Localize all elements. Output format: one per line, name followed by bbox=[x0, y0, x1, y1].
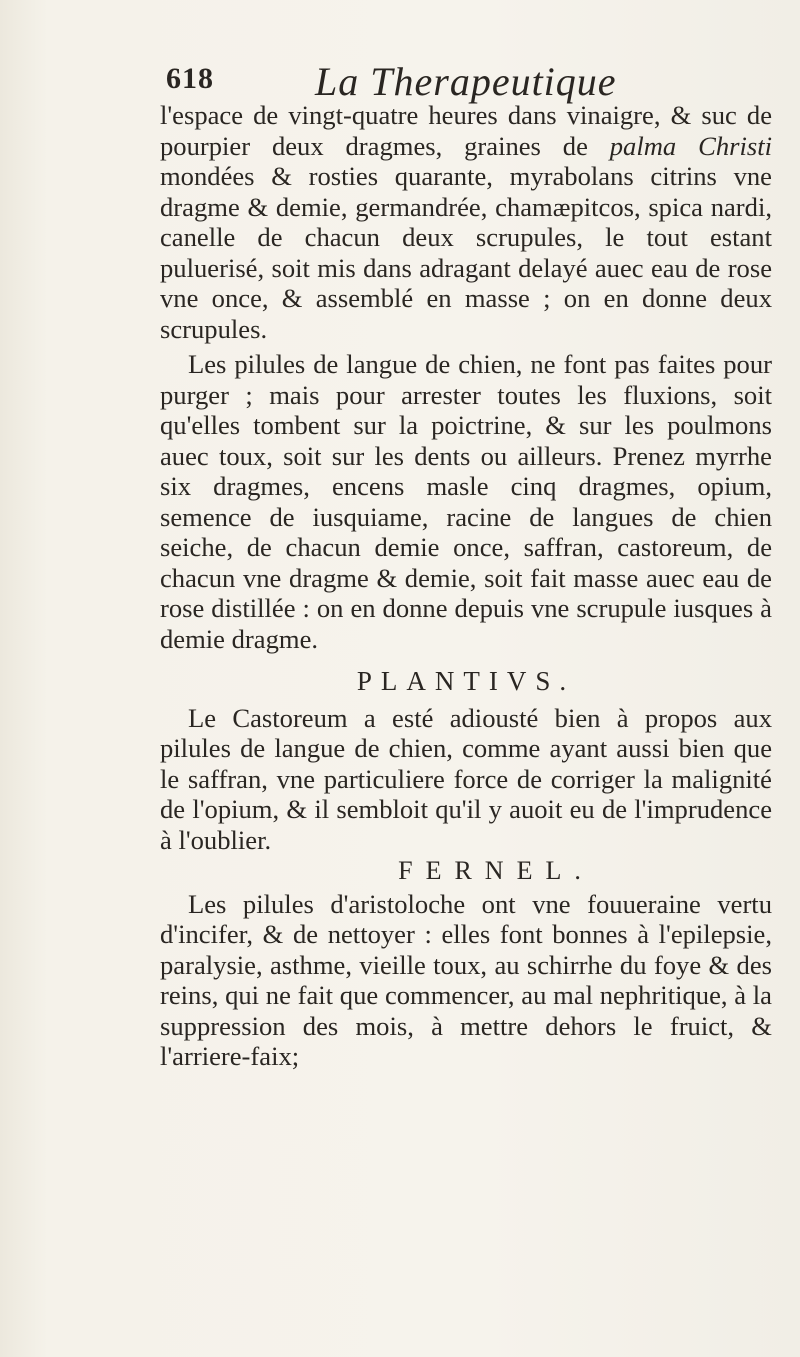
italic-term: palma Christi bbox=[609, 130, 772, 161]
author-signature: FERNEL. bbox=[398, 856, 594, 885]
paragraph-text: mondées & rosties quarante, myrabolans citrins vne dragme & demie, germandrée, chamæpitcos, spica nardi, canelle de chacun deux scrupules, le tout estant puluerisé, soit mis dans adragant delayé auec eau de rose vne once, & assemblé en masse ; on en donne deux scrupules. bbox=[160, 161, 772, 344]
paragraph-aristoloche: Les pilules d'aristoloche ont vne fouueraine vertu d'incifer, & de nettoyer : elles font bonnes à l'epilepsie, paralysie, asthme, vieille toux, au schirrhe du foye & des reins, qui ne fait que commencer, au mal nephritique, à la suppression des mois, à mettre dehors le fruict, & l'arriere-faix; bbox=[160, 888, 772, 1071]
page-number: 618 bbox=[166, 62, 214, 95]
running-title: La Therapeutique bbox=[315, 59, 617, 104]
body-text bbox=[160, 100, 772, 1072]
paragraph-castoreum: Le Castoreum a esté adiousté bien à propos aux pilules de langue de chien, comme ayant aussi bien que le saffran, vne particuliere force de corriger la malignité de l'opium, & il sembloit qu'il y auoit eu de l'imprudence à l'oublier. bbox=[160, 702, 772, 855]
paragraph-pilules-langue-de-chien: Les pilules de langue de chien, ne font pas faites pour purger ; mais pour arrester toutes les fluxions, soit qu'elles tombent sur la poictrine, & sur les poulmons auec toux, soit sur les dents ou ailleurs. Prenez myrrhe six dragmes, encens masle cinq dragmes, opium, semence de iusquiame, racine de langues de chien seiche, de chacun demie once, saffran, castoreum, de chacun vne dragme & demie, soit fait masse auec eau de rose distillée : on en donne depuis vne scrupule iusques à demie dragme. bbox=[160, 349, 772, 654]
paragraph-text: l'espace de vingt-quatre heures dans vinaigre, & suc de pourpier deux dragmes, graines de bbox=[160, 100, 772, 161]
paragraph-recipe-continuation bbox=[160, 100, 772, 344]
section-heading: PLANTIVS. bbox=[356, 666, 576, 696]
